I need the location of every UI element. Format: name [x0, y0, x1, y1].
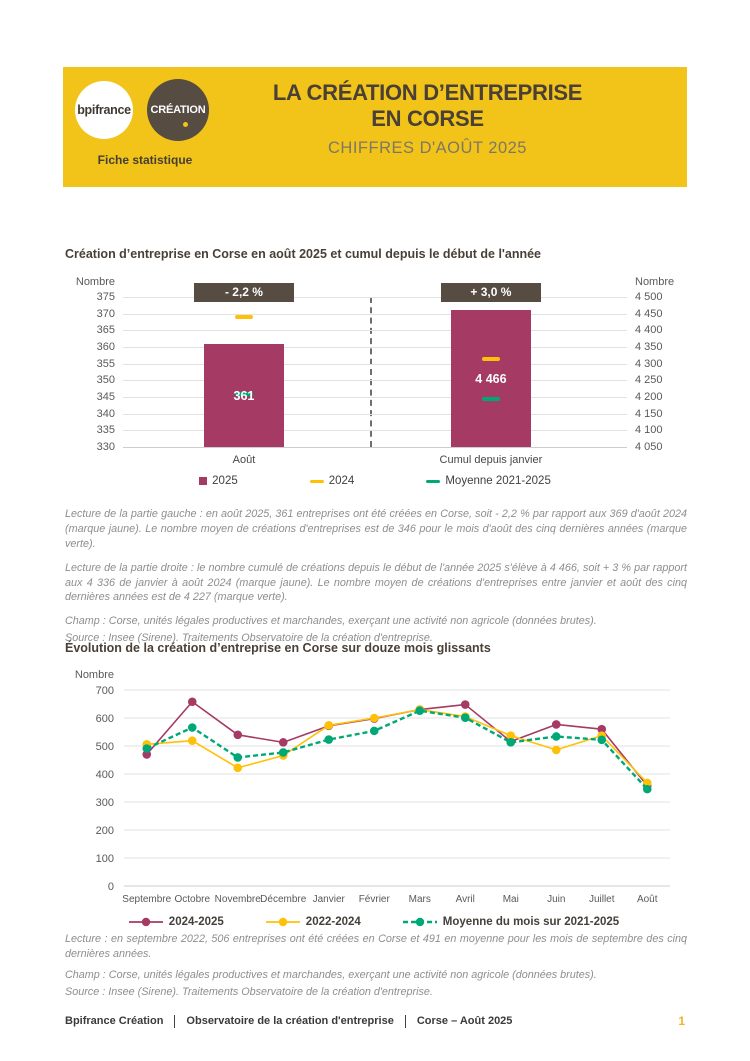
legend-dot — [279, 918, 287, 926]
left-axis-tick: 355 — [96, 357, 115, 370]
creation-logo-dot — [183, 122, 188, 127]
legend-swatch — [266, 917, 300, 927]
left-axis-tick: 375 — [96, 291, 115, 303]
left-axis-tick: 365 — [96, 324, 115, 337]
month-label: Mars — [408, 894, 431, 905]
champ-note: Champ : Corse, unités légales productives et marchandes, exerçant une activité non agricole (données brutes). — [65, 615, 597, 628]
right-axis-tick: 4 350 — [635, 341, 663, 353]
line-chart-svg — [60, 664, 688, 908]
gridline — [123, 447, 627, 448]
left-axis-tick: 370 — [96, 307, 115, 320]
gridline — [123, 314, 627, 315]
gridline — [123, 430, 627, 431]
y-axis-tick: 400 — [95, 769, 114, 781]
right-axis-tick: 4 400 — [635, 324, 663, 337]
legend-swatch — [310, 480, 324, 483]
lecture-left-paragraph: Lecture de la partie gauche : en août 2025, 361 entreprises ont été créées en Corse, soit - 2,2 % par rapport aux 369 d'août 2024 (marque jaune). Le nombre moyen de créations d'entreprises est de 346 pour le mois d'août des cinq dernières années (marque verte). — [65, 508, 687, 550]
right-axis-tick: 4 100 — [635, 424, 663, 437]
section2-notes — [65, 932, 687, 1002]
legend-label: Moyenne 2021-2025 — [445, 475, 551, 487]
left-axis-tick: 345 — [96, 391, 115, 403]
section1-title: Création d’entreprise en Corse en août 2025 et cumul depuis le début de l'année — [65, 247, 542, 261]
legend-swatch — [129, 917, 163, 927]
gridline — [123, 347, 627, 348]
x-axis-label: Août — [232, 454, 256, 466]
bpifrance-logo-text: bpifrance — [77, 103, 131, 117]
footer-separator — [174, 1015, 175, 1028]
data-point — [324, 721, 333, 730]
footer-observatoire: Observatoire de la création d'entreprise — [186, 1015, 394, 1027]
legend-item — [426, 475, 551, 487]
month-label: Février — [358, 894, 390, 905]
y-axis-tick: 0 — [107, 881, 114, 893]
header-title-line2: EN CORSE — [371, 106, 484, 131]
bar-value-label: 361 — [233, 389, 255, 404]
lecture-paragraph: Lecture : en septembre 2022, 506 entreprises ont été créées en Corse et 491 en moyenne pour les mois de septembre des cinq dernières années. — [65, 933, 687, 960]
legend-label: 2022-2024 — [305, 916, 361, 928]
footer-region-date: Corse – Août 2025 — [416, 1015, 513, 1027]
source-note: Source : Insee (Sirene). Traitements Observatoire de la création d'entreprise. — [65, 632, 433, 645]
marker-2024 — [482, 357, 500, 361]
gridline — [123, 380, 627, 381]
data-point — [552, 732, 561, 741]
bpifrance-logo — [75, 81, 133, 139]
data-point — [233, 731, 242, 740]
data-point — [188, 697, 197, 706]
y-axis-tick: 100 — [95, 853, 114, 865]
right-axis-title: Nombre — [635, 276, 675, 288]
data-point — [597, 736, 606, 745]
y-axis-tick: 700 — [95, 685, 114, 697]
legend-swatch — [403, 917, 437, 927]
section2-title: Évolution de la création d’entreprise en Corse sur douze mois glissants — [65, 641, 491, 655]
legend-item — [129, 916, 224, 928]
right-axis-tick: 4 050 — [635, 441, 663, 453]
data-point — [552, 746, 561, 755]
data-point — [142, 744, 151, 753]
month-label: Juillet — [588, 894, 615, 905]
lecture-right-paragraph: Lecture de la partie droite : le nombre cumulé de créations depuis le début de l'année 2025 s'élève à 4 466, soit + 3 % par rapport aux 4 336 de janvier à août 2024 (marque jaune). Le nombre moyen de créations d'entreprises entre janvier et août des cinq dernières années est de 4 227 (marque verte). — [65, 561, 687, 604]
legend-item — [266, 916, 361, 928]
page-number: 1 — [678, 1014, 685, 1028]
creation-logo — [147, 79, 209, 141]
fiche-statistique-label: Fiche statistique — [97, 153, 193, 167]
data-point — [370, 727, 379, 736]
header-title-line1: LA CRÉATION D’ENTREPRISE — [272, 80, 583, 105]
data-point — [324, 735, 333, 744]
right-axis-tick: 4 150 — [635, 407, 663, 420]
gridline — [123, 414, 627, 415]
gridline — [123, 330, 627, 331]
section1-notes — [65, 507, 687, 648]
right-axis-tick: 4 500 — [635, 291, 663, 303]
data-point — [233, 753, 242, 762]
month-label: Avril — [455, 894, 475, 905]
bar-chart-right-axis — [627, 272, 685, 504]
marker-2024 — [235, 315, 253, 319]
data-point — [188, 723, 197, 732]
header-subtitle: CHIFFRES D'AOÛT 2025 — [328, 139, 527, 157]
data-point — [370, 714, 379, 723]
legend-item — [199, 475, 238, 487]
champ-note: Champ : Corse, unités légales productives et marchandes, exerçant une activité non agricole (données brutes). — [65, 968, 597, 981]
month-label: Janvier — [312, 894, 345, 905]
footer-brand: Bpifrance Création — [65, 1015, 164, 1027]
data-point — [461, 700, 470, 709]
x-axis-label: Cumul depuis janvier — [439, 454, 543, 466]
left-axis-tick: 340 — [96, 407, 115, 420]
gridline — [123, 364, 627, 365]
source-note: Source : Insee (Sirene). Traitements Observatoire de la création d'entreprise. — [65, 985, 433, 998]
bar-chart-legend — [65, 475, 685, 487]
legend-dot — [142, 918, 150, 926]
marker-moyenne — [482, 397, 500, 401]
data-point — [506, 738, 515, 747]
percent-badge: - 2,2 % — [194, 283, 294, 302]
right-axis-tick: 4 300 — [635, 357, 663, 370]
legend-dot — [416, 918, 424, 926]
right-axis-tick: 4 200 — [635, 391, 663, 403]
data-point — [552, 720, 561, 729]
bar-chart — [65, 272, 685, 504]
line-chart-legend — [60, 916, 688, 928]
left-axis-title: Nombre — [75, 276, 115, 288]
month-label: Décembre — [260, 894, 307, 905]
legend-item — [310, 475, 355, 487]
bar-value-label: 4 466 — [475, 372, 507, 387]
legend-item — [403, 916, 619, 928]
percent-badge: + 3,0 % — [441, 283, 541, 302]
month-label: Mai — [502, 894, 519, 905]
month-label: Août — [636, 894, 658, 905]
legend-label: Moyenne du mois sur 2021-2025 — [442, 916, 620, 928]
line-chart — [60, 664, 688, 928]
right-axis-tick: 4 450 — [635, 307, 663, 320]
left-axis-tick: 335 — [96, 424, 115, 437]
legend-label: 2025 — [212, 475, 238, 487]
y-axis-tick: 200 — [95, 825, 114, 837]
left-axis-tick: 330 — [96, 441, 115, 453]
left-axis-tick: 360 — [96, 341, 115, 353]
legend-swatch — [199, 477, 207, 485]
footer-separator — [405, 1015, 406, 1028]
month-label: Octobre — [174, 894, 211, 905]
month-label: Novembre — [214, 894, 261, 905]
y-axis-tick: 300 — [95, 797, 114, 809]
data-point — [233, 764, 242, 773]
bar-chart-plot — [123, 285, 627, 466]
bar-chart-left-axis — [65, 272, 123, 504]
data-point — [643, 785, 652, 794]
header-band — [63, 67, 687, 187]
data-point — [188, 736, 197, 745]
divider-dashed-line — [370, 297, 372, 447]
month-label: Septembre — [122, 894, 172, 905]
right-axis-tick: 4 250 — [635, 374, 663, 387]
y-axis-tick: 500 — [95, 741, 114, 753]
y-axis-tick: 600 — [95, 713, 114, 725]
data-point — [415, 706, 424, 715]
data-point — [461, 713, 470, 722]
legend-swatch — [426, 480, 440, 483]
header-title-block — [213, 80, 642, 158]
y-axis-title: Nombre — [74, 669, 114, 681]
left-axis-tick: 350 — [96, 374, 115, 387]
legend-label: 2024 — [328, 475, 355, 487]
legend-label: 2024-2025 — [168, 916, 224, 928]
data-point — [279, 738, 288, 747]
month-label: Juin — [547, 894, 566, 905]
creation-logo-text: CRÉATION — [150, 104, 206, 116]
data-point — [279, 748, 288, 757]
footer — [65, 1014, 685, 1028]
